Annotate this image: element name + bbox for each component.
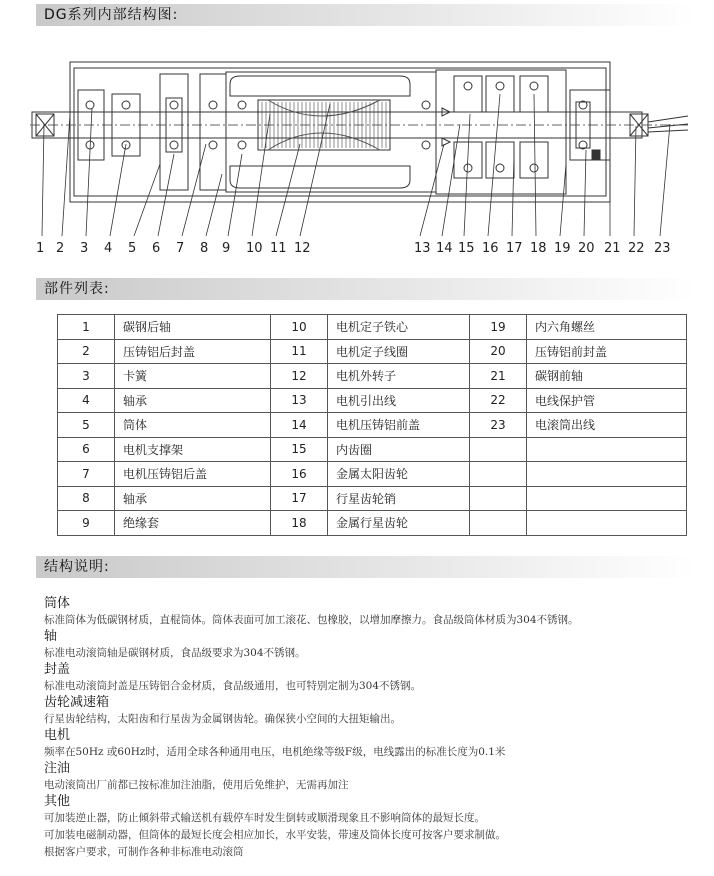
description-text: 标准电动滚筒轴是碳钢材质，食品级要求为304不锈钢。 [44,647,306,659]
callout-leader-line [62,114,70,236]
callout-number: 4 [104,241,113,256]
part-name-cell [527,511,687,536]
part-name-cell: 电机定子线圈 [328,339,470,364]
callout-number: 22 [628,241,645,256]
callout-number: 16 [482,241,499,256]
description-heading: 其他 [44,794,71,809]
description-heading: 封盖 [44,662,71,677]
callout-number: 20 [578,241,595,256]
description-text: 可加装逆止器，防止倾斜带式输送机有载停车时发生倒转或顺滑现象且不影响筒体的最短长度。 [44,812,485,824]
callout-leader-line [634,126,636,236]
callout-number: 6 [152,241,161,256]
callout-number: 10 [246,241,263,256]
part-name-cell [527,486,687,511]
callout-number: 2 [56,241,65,256]
callout-number: 8 [200,241,209,256]
part-number-cell [470,462,527,487]
part-name-cell: 行星齿轮销 [328,486,470,511]
description-text: 根据客户要求，可制作各种非标准电动滚筒 [44,846,244,858]
part-name-cell: 电机支撑架 [115,437,271,462]
part-number-cell: 21 [470,364,527,389]
part-name-cell [527,437,687,462]
callout-number: 18 [530,241,547,256]
part-number-cell: 14 [271,413,328,438]
part-number-cell: 6 [58,437,115,462]
structure-description [44,596,712,861]
description-heading: 齿轮减速箱 [44,695,110,710]
callout-number: 12 [294,241,311,256]
part-number-cell: 18 [271,511,328,536]
part-name-cell: 轴承 [115,486,271,511]
section-header-parts [36,278,696,300]
parts-table [57,314,687,536]
table-row [58,364,687,389]
part-name-cell: 内六角螺丝 [527,315,687,340]
part-number-cell: 2 [58,339,115,364]
part-name-cell: 轴承 [115,388,271,413]
part-name-cell: 绝缘套 [115,511,271,536]
description-heading: 筒体 [44,596,71,611]
description-text: 可加装电磁制动器，但筒体的最短长度会相应加长，水平安装，带速及筒体长度可按客户要求制做。 [44,829,506,841]
part-number-cell: 15 [271,437,328,462]
part-number-cell: 11 [271,339,328,364]
section-header-structure [36,4,696,26]
callout-number: 5 [128,241,137,256]
part-number-cell: 1 [58,315,115,340]
part-number-cell: 19 [470,315,527,340]
part-name-cell: 碳钢前轴 [527,364,687,389]
callout-number: 13 [414,241,431,256]
callout-number: 19 [554,241,571,256]
description-heading: 电机 [44,728,71,743]
part-number-cell [470,486,527,511]
table-row [58,388,687,413]
part-number-cell: 13 [271,388,328,413]
part-name-cell: 压铸铝前封盖 [527,339,687,364]
part-name-cell: 电机引出线 [328,388,470,413]
callout-number: 7 [176,241,185,256]
description-text: 标准电动滚筒封盖是压铸铝合金材质，食品级通用，也可特别定制为304不锈钢。 [44,680,422,692]
part-name-cell: 电机压铸铝后盖 [115,462,271,487]
part-number-cell: 3 [58,364,115,389]
part-number-cell: 4 [58,388,115,413]
callout-leader-line [464,114,470,236]
part-name-cell: 卡簧 [115,364,271,389]
callout-leader-line [110,144,126,236]
description-text: 电动滚筒出厂前都已按标准加注油脂，使用后免维护，无需再加注 [44,779,349,791]
callout-number: 17 [506,241,523,256]
table-row [58,462,687,487]
part-name-cell: 金属行星齿轮 [328,511,470,536]
table-row [58,437,687,462]
table-row [58,511,687,536]
callout-leader-line [660,124,670,236]
callout-number: 21 [604,241,621,256]
callout-leader-line [560,164,566,236]
callout-leader-line [300,104,330,236]
callout-leader-line [442,124,460,236]
callout-number: 3 [80,241,89,256]
part-name-cell: 电机外转子 [328,364,470,389]
part-number-cell: 8 [58,486,115,511]
callout-leader-line [534,94,536,236]
part-name-cell: 电线保护管 [527,388,687,413]
callout-leader-line [276,144,300,236]
part-name-cell: 电机压铸铝前盖 [328,413,470,438]
part-number-cell: 10 [271,315,328,340]
table-row [58,315,687,340]
table-row [58,339,687,364]
callout-number: 23 [654,241,671,256]
table-row [58,413,687,438]
part-name-cell: 内齿圈 [328,437,470,462]
part-number-cell [470,511,527,536]
part-name-cell: 碳钢后轴 [115,315,271,340]
callout-leader-line [206,174,222,236]
description-text: 行星齿轮结构，太阳齿和行星齿为金属钢齿轮。确保狭小空间的大扭矩输出。 [44,713,401,725]
section-title: 部件列表: [44,281,110,297]
roller-cross-section-diagram [30,54,690,264]
section-header-description [36,556,696,578]
part-name-cell: 金属太阳齿轮 [328,462,470,487]
description-text: 标准筒体为低碳钢材质，直棍筒体。筒体表面可加工滚花、包橡胶，以增加摩擦力。食品级筒体材质为304不锈钢。 [44,614,579,626]
section-title: 结构说明: [44,559,110,575]
part-number-cell: 5 [58,413,115,438]
callout-leader-line [252,114,270,236]
part-number-cell: 12 [271,364,328,389]
callout-leader-line [512,154,514,236]
table-row [58,486,687,511]
callout-number: 14 [436,241,453,256]
part-name-cell: 压铸铝后封盖 [115,339,271,364]
part-name-cell [527,462,687,487]
part-name-cell: 电滚筒出线 [527,413,687,438]
part-number-cell: 17 [271,486,328,511]
callout-leader-line [86,108,92,236]
callout-leader-line [584,150,586,236]
section-title: DG系列内部结构图: [44,7,179,23]
description-heading: 轴 [44,629,58,644]
callout-number: 11 [270,241,287,256]
part-number-cell: 20 [470,339,527,364]
callout-number: 9 [222,241,231,256]
callout-number: 1 [36,241,45,256]
part-name-cell: 电机定子铁心 [328,315,470,340]
part-number-cell: 16 [271,462,328,487]
callout-leader-line [488,94,500,236]
callout-leader-line [42,126,44,236]
part-number-cell [470,437,527,462]
callout-leader-line [420,144,444,236]
description-text: 频率在50Hz 或60Hz时，适用全球各种通用电压，电机绝缘等级F级，电线露出的标准长度为0.1米 [44,746,506,758]
part-number-cell: 22 [470,388,527,413]
description-heading: 注油 [44,761,71,776]
part-number-cell: 7 [58,462,115,487]
part-number-cell: 9 [58,511,115,536]
part-name-cell: 筒体 [115,413,271,438]
part-number-cell: 23 [470,413,527,438]
callout-leader-line [134,164,160,236]
callout-number: 15 [458,241,475,256]
